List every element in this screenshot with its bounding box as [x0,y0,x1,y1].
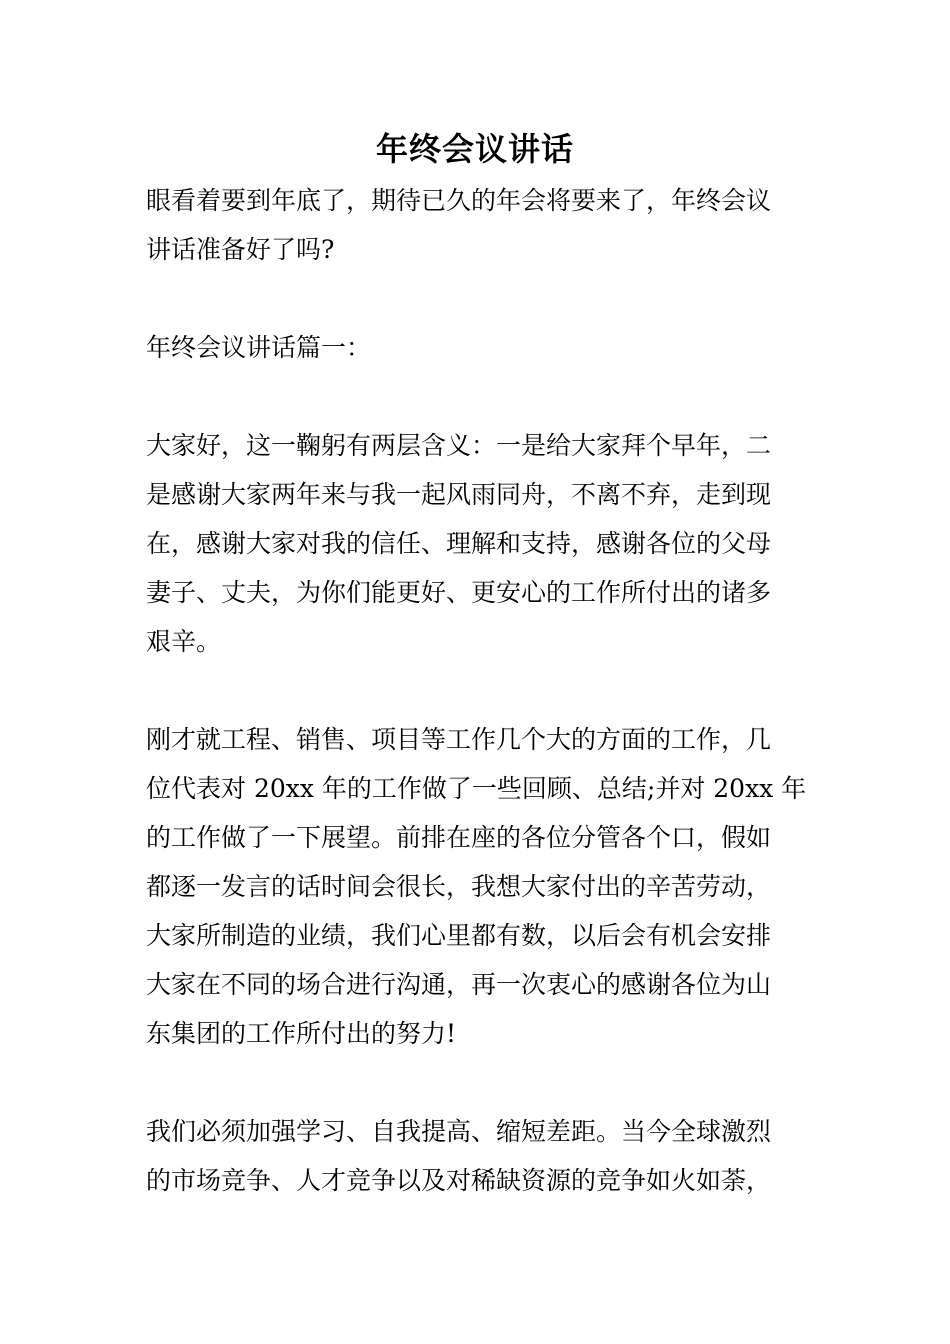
text-line: 都逐一发言的话时间会很长，我想大家付出的辛苦劳动， [146,872,772,901]
text-line: 大家在不同的场合进行沟通，再一次衷心的感谢各位为山 [146,970,772,999]
text-line: 位代表对 20xx 年的工作做了一些回顾、总结;并对 20xx 年 [146,774,807,803]
paragraph-gap [146,1058,816,1107]
text-line: 妻子、丈夫，为你们能更好、更安心的工作所付出的诸多 [146,578,772,607]
text-line: 是感谢大家两年来与我一起风雨同舟，不离不弃，走到现 [146,480,772,509]
text-line: 东集团的工作所付出的努力! [146,1019,457,1048]
paragraph-intro [146,176,816,274]
text-line: 我们必须加强学习、自我提高、缩短差距。当今全球激烈 [146,1117,772,1146]
text-line: 大家所制造的业绩，我们心里都有数，以后会有机会安排 [146,921,772,950]
document-body [146,176,816,1205]
text-line: 在，感谢大家对我的信任、理解和支持，感谢各位的父母 [146,529,772,558]
text-line: 讲话准备好了吗? [146,235,335,264]
paragraph-review [146,715,816,1058]
text-line: 年终会议讲话篇一： [146,333,372,362]
text-line: 艰辛。 [146,627,222,656]
text-line: 大家好，这一鞠躬有两层含义：一是给大家拜个早年，二 [146,431,772,460]
text-line: 眼看着要到年底了，期待已久的年会将要来了，年终会议 [146,186,772,215]
paragraph-gap [146,274,816,323]
text-line: 的工作做了一下展望。前排在座的各位分管各个口，假如 [146,823,772,852]
paragraph-learning [146,1107,816,1205]
document-title: 年终会议讲话 [375,130,574,168]
paragraph-greeting [146,421,816,666]
paragraph-section-heading [146,323,816,372]
text-line: 刚才就工程、销售、项目等工作几个大的方面的工作，几 [146,725,772,754]
text-line: 的市场竞争、人才竞争以及对稀缺资源的竞争如火如荼， [146,1166,772,1195]
paragraph-gap [146,372,816,421]
paragraph-gap [146,666,816,715]
